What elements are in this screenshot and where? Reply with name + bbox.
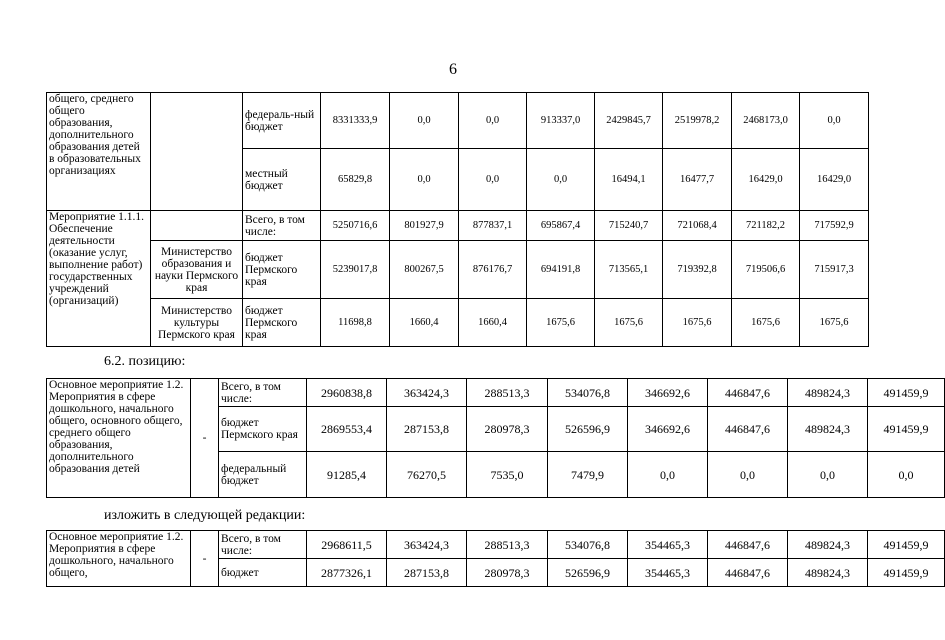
value-cell: 446847,6 [708, 531, 788, 559]
value-cell: 695867,4 [527, 211, 595, 241]
section-heading-position: 6.2. позицию: [104, 354, 186, 369]
value-cell: 489824,3 [788, 559, 868, 587]
value-cell: 346692,6 [628, 407, 708, 452]
activity-label: Основное мероприятие 1.2. Мероприятия в сфере дошкольного, начального общего, [47, 531, 191, 587]
value-cell: 0,0 [459, 93, 527, 149]
value-cell: 0,0 [390, 93, 459, 149]
value-cell: 1675,6 [800, 299, 869, 347]
value-cell: 16477,7 [663, 149, 732, 211]
value-cell: 2877326,1 [307, 559, 387, 587]
value-cell: 2869553,4 [307, 407, 387, 452]
value-cell: 719392,8 [663, 241, 732, 299]
value-cell: 0,0 [628, 452, 708, 498]
value-cell: 16494,1 [595, 149, 663, 211]
value-cell: 288513,3 [467, 379, 548, 407]
value-cell: 491459,9 [868, 407, 945, 452]
value-cell: 287153,8 [387, 559, 467, 587]
value-cell: 877837,1 [459, 211, 527, 241]
activity-label: общего, среднего общего образования, дополнительного образования детей в образовательных организациях [47, 93, 151, 211]
funding-source: местный бюджет [243, 149, 321, 211]
table-row [47, 531, 945, 559]
value-cell: 7535,0 [467, 452, 548, 498]
organization-cell: Министерство культуры Пермского края [151, 299, 243, 347]
value-cell: 721068,4 [663, 211, 732, 241]
value-cell: 801927,9 [390, 211, 459, 241]
value-cell: 1675,6 [595, 299, 663, 347]
value-cell: 288513,3 [467, 531, 548, 559]
funding-source: федераль-ный бюджет [243, 93, 321, 149]
value-cell: 76270,5 [387, 452, 467, 498]
organization-cell: - [191, 379, 219, 498]
value-cell: 16429,0 [732, 149, 800, 211]
value-cell: 876176,7 [459, 241, 527, 299]
value-cell: 16429,0 [800, 149, 869, 211]
value-cell: 694191,8 [527, 241, 595, 299]
value-cell: 717592,9 [800, 211, 869, 241]
value-cell: 489824,3 [788, 379, 868, 407]
value-cell: 11698,8 [321, 299, 390, 347]
page-number: 6 [449, 61, 457, 78]
value-cell: 346692,6 [628, 379, 708, 407]
organization-cell: Министерство образования и науки Пермского края [151, 241, 243, 299]
value-cell: 0,0 [708, 452, 788, 498]
activity-label: Мероприятие 1.1.1. Обеспечение деятельности (оказание услуг, выполнение работ) государственных учреждений (организаций) [47, 211, 151, 347]
value-cell: 715917,3 [800, 241, 869, 299]
value-cell: 715240,7 [595, 211, 663, 241]
value-cell: 446847,6 [708, 559, 788, 587]
value-cell: 534076,8 [548, 531, 628, 559]
value-cell: 7479,9 [548, 452, 628, 498]
value-cell: 1660,4 [390, 299, 459, 347]
value-cell: 0,0 [800, 93, 869, 149]
value-cell: 363424,3 [387, 531, 467, 559]
organization-cell [151, 93, 243, 211]
value-cell: 913337,0 [527, 93, 595, 149]
value-cell: 363424,3 [387, 379, 467, 407]
value-cell: 800267,5 [390, 241, 459, 299]
section-heading-new-edition: изложить в следующей редакции: [104, 508, 306, 523]
value-cell: 1675,6 [732, 299, 800, 347]
value-cell: 713565,1 [595, 241, 663, 299]
value-cell: 526596,9 [548, 559, 628, 587]
value-cell: 489824,3 [788, 407, 868, 452]
value-cell: 1675,6 [527, 299, 595, 347]
value-cell: 65829,8 [321, 149, 390, 211]
value-cell: 491459,9 [868, 559, 945, 587]
table-row [47, 379, 945, 407]
value-cell: 2960838,8 [307, 379, 387, 407]
value-cell: 491459,9 [868, 531, 945, 559]
value-cell: 489824,3 [788, 531, 868, 559]
funding-source: бюджет Пермского края [243, 299, 321, 347]
value-cell: 280978,3 [467, 407, 548, 452]
table-row [47, 211, 869, 241]
value-cell: 0,0 [788, 452, 868, 498]
table-row [47, 299, 869, 347]
value-cell: 2429845,7 [595, 93, 663, 149]
value-cell: 0,0 [459, 149, 527, 211]
value-cell: 534076,8 [548, 379, 628, 407]
value-cell: 8331333,9 [321, 93, 390, 149]
value-cell: 721182,2 [732, 211, 800, 241]
organization-cell: - [191, 531, 219, 587]
table-row [47, 241, 869, 299]
funding-source: бюджет [219, 559, 307, 587]
value-cell: 491459,9 [868, 379, 945, 407]
organization-cell [151, 211, 243, 241]
value-cell: 446847,6 [708, 379, 788, 407]
value-cell: 2519978,2 [663, 93, 732, 149]
value-cell: 5239017,8 [321, 241, 390, 299]
activity-label: Основное мероприятие 1.2. Мероприятия в сфере дошкольного, начального общего, основного общего, среднего общего образования, дополнительного образования детей [47, 379, 191, 498]
value-cell: 2968611,5 [307, 531, 387, 559]
value-cell: 0,0 [390, 149, 459, 211]
table-row [47, 93, 869, 149]
value-cell: 0,0 [527, 149, 595, 211]
value-cell: 0,0 [868, 452, 945, 498]
funding-source: Всего, в том числе: [243, 211, 321, 241]
value-cell: 91285,4 [307, 452, 387, 498]
value-cell: 1660,4 [459, 299, 527, 347]
value-cell: 354465,3 [628, 559, 708, 587]
value-cell: 1675,6 [663, 299, 732, 347]
funding-source: бюджет Пермского края [243, 241, 321, 299]
budget-table-3 [46, 530, 945, 587]
funding-source: Всего, в том числе: [219, 379, 307, 407]
value-cell: 287153,8 [387, 407, 467, 452]
value-cell: 354465,3 [628, 531, 708, 559]
budget-table-1 [46, 92, 869, 347]
value-cell: 5250716,6 [321, 211, 390, 241]
funding-source: федеральный бюджет [219, 452, 307, 498]
value-cell: 2468173,0 [732, 93, 800, 149]
budget-table-2 [46, 378, 945, 498]
value-cell: 280978,3 [467, 559, 548, 587]
value-cell: 719506,6 [732, 241, 800, 299]
value-cell: 446847,6 [708, 407, 788, 452]
funding-source: Всего, в том числе: [219, 531, 307, 559]
funding-source: бюджет Пермского края [219, 407, 307, 452]
value-cell: 526596,9 [548, 407, 628, 452]
